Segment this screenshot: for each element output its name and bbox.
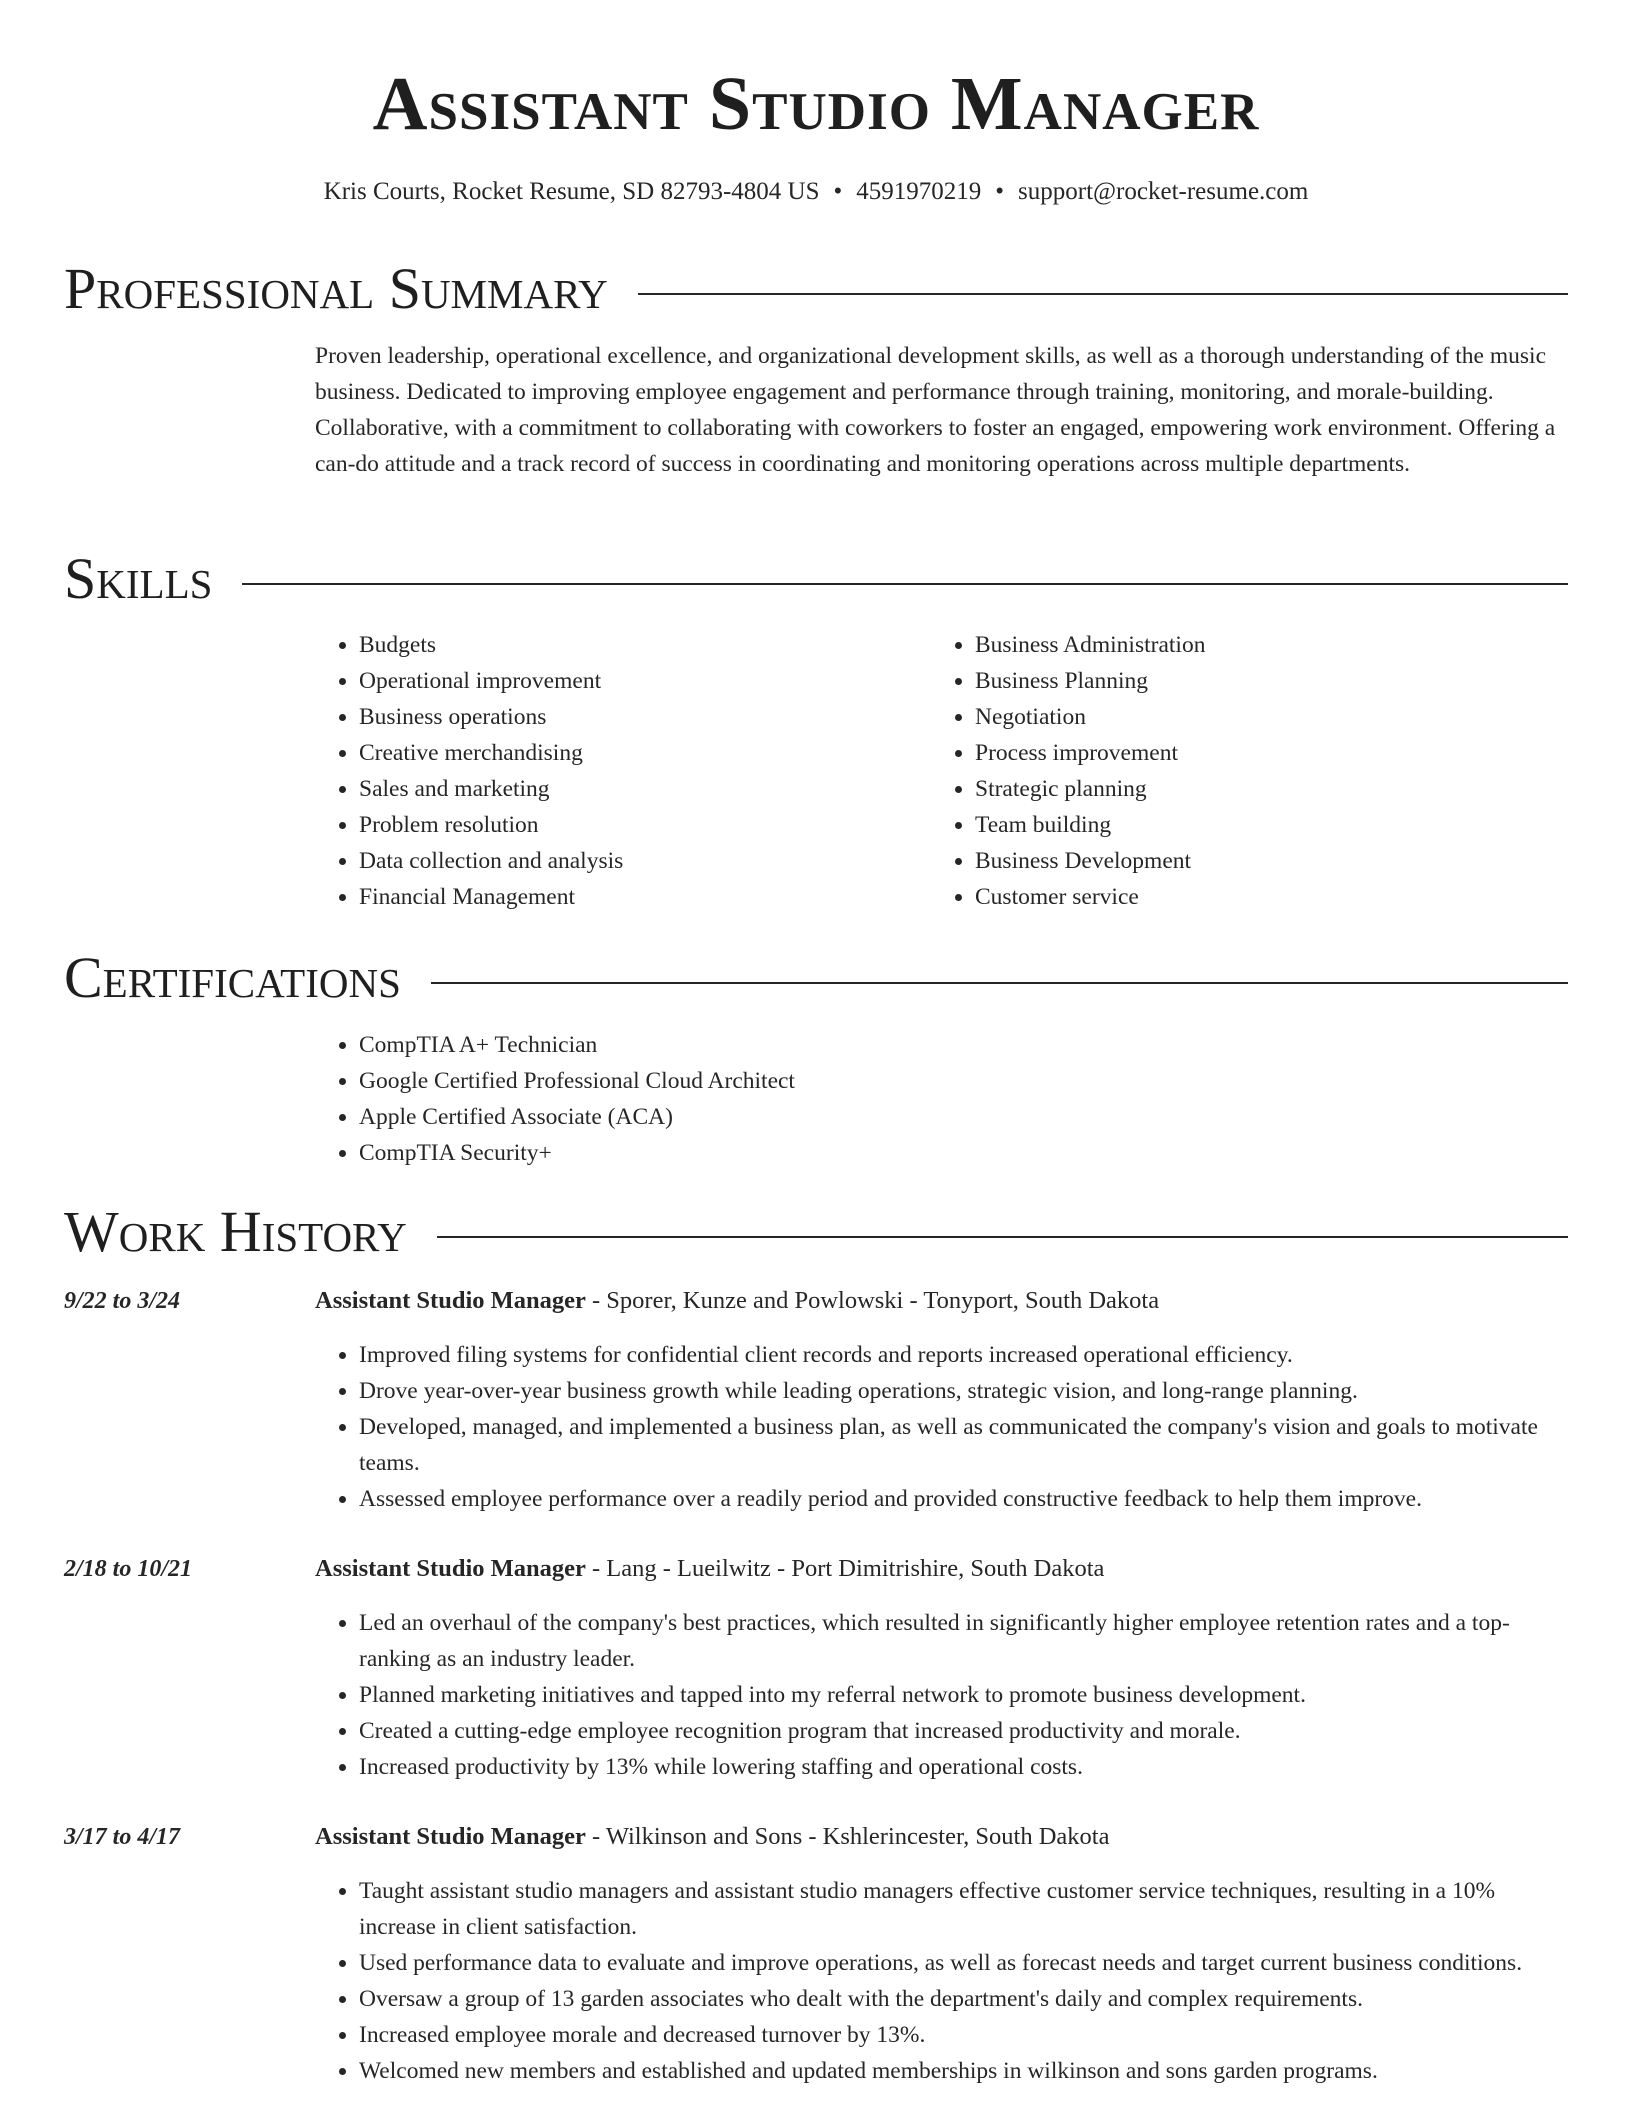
job-bullet: • Oversaw a group of 13 garden associates who dealt with the department's daily and complex requirements.: [359, 1981, 1568, 2017]
job-bullet: • Drove year-over-year business growth while leading operations, strategic vision, and long-range planning.: [359, 1373, 1568, 1409]
job-bullets: [315, 1337, 1568, 1517]
section-divider: [437, 1236, 1568, 1238]
contact-email[interactable]: support@rocket-resume.com: [1018, 178, 1309, 205]
skill-item: • Customer service: [975, 879, 1547, 915]
job-dates: 9/22 to 3/24: [64, 1288, 181, 1314]
job-dates: 3/17 to 4/17: [64, 1824, 181, 1850]
skill-item: • Team building: [975, 807, 1547, 843]
skill-item: • Strategic planning: [975, 771, 1547, 807]
contact-separator: •: [995, 178, 1005, 205]
work-history-heading: Work History: [64, 1199, 407, 1264]
job-employer: - Sporer, Kunze and Powlowski - Tonyport, South Dakota: [585, 1287, 1160, 1314]
job-bullet: • Created a cutting-edge employee recognition program that increased productivity and morale.: [359, 1713, 1568, 1749]
job-bullet: • Improved filing systems for confidential client records and reports increased operational efficiency.: [359, 1337, 1568, 1373]
skill-item: • Negotiation: [975, 699, 1547, 735]
skill-item: • Creative merchandising: [359, 735, 931, 771]
job-bullet: • Planned marketing initiatives and tapped into my referral network to promote business development.: [359, 1677, 1568, 1713]
certification-item: • Google Certified Professional Cloud Architect: [359, 1063, 1568, 1099]
certification-item: • CompTIA Security+: [359, 1135, 1568, 1171]
skills-list: [315, 627, 1568, 915]
job-title: Assistant Studio Manager: [315, 1823, 586, 1850]
skill-item: • Budgets: [359, 627, 931, 663]
job-employer: - Lang - Lueilwitz - Port Dimitrishire, South Dakota: [585, 1555, 1105, 1582]
job-bullets: [315, 1873, 1568, 2089]
job-bullet: • Increased productivity by 13% while lowering staffing and operational costs.: [359, 1749, 1568, 1785]
skill-item: • Business operations: [359, 699, 931, 735]
job-heading: [315, 1551, 1568, 1587]
job-bullets: [315, 1605, 1568, 1785]
section-divider: [242, 583, 1568, 585]
job-title: Assistant Studio Manager: [315, 1287, 586, 1314]
skills-column-right: [931, 627, 1547, 915]
job-heading: [315, 1283, 1568, 1319]
skills-heading: Skills: [64, 546, 213, 611]
skill-item: • Sales and marketing: [359, 771, 931, 807]
contact-address: Kris Courts, Rocket Resume, SD 82793-4804 US: [323, 178, 820, 205]
skill-item: • Business Administration: [975, 627, 1547, 663]
skill-item: • Data collection and analysis: [359, 843, 931, 879]
skill-item: • Problem resolution: [359, 807, 931, 843]
contact-phone[interactable]: 4591970219: [856, 178, 982, 205]
job-title: Assistant Studio Manager: [315, 1555, 586, 1582]
skills-column-left: [315, 627, 931, 915]
skill-item: • Business Planning: [975, 663, 1547, 699]
certification-item: • Apple Certified Associate (ACA): [359, 1099, 1568, 1135]
job-bullet: • Led an overhaul of the company's best practices, which resulted in significantly higher employee retention rates and a top-ranking as an industry leader.: [359, 1605, 1568, 1677]
certifications-section-header: [64, 943, 1568, 1013]
job-dates: 2/18 to 10/21: [64, 1556, 193, 1582]
job-bullet: • Welcomed new members and established and updated memberships in wilkinson and sons garden programs.: [359, 2053, 1568, 2089]
section-divider: [431, 982, 1568, 984]
skill-item: • Operational improvement: [359, 663, 931, 699]
skill-item: • Business Development: [975, 843, 1547, 879]
summary-heading: Professional Summary: [64, 256, 608, 321]
certification-item: • CompTIA A+ Technician: [359, 1027, 1568, 1063]
skill-item: • Process improvement: [975, 735, 1547, 771]
job-bullet: • Used performance data to evaluate and improve operations, as well as forecast needs and target current business conditions.: [359, 1945, 1568, 1981]
resume-title: Assistant Studio Manager: [372, 62, 1260, 146]
contact-line: [64, 172, 1568, 212]
job-heading: [315, 1819, 1568, 1855]
summary-section-header: [64, 254, 1568, 324]
job-bullet: • Taught assistant studio managers and assistant studio managers effective customer service techniques, resulting in a 10% increase in client satisfaction.: [359, 1873, 1568, 1945]
contact-separator: •: [833, 178, 843, 205]
job-employer: - Wilkinson and Sons - Kshlerincester, South Dakota: [585, 1823, 1110, 1850]
skills-section-header: [64, 544, 1568, 614]
work-history-section-header: [64, 1197, 1568, 1267]
certifications-list: [315, 1027, 1568, 1171]
summary-text: Proven leadership, operational excellence, and organizational development skills, as well as a thorough understanding of the music business. Dedicated to improving employee engagement and performance through training, monitoring, and morale-building. Collaborative, with a commitment to collaborating with coworkers to foster an engaged, empowering work environment. Offering a can-do attitude and a track record of success in coordinating and monitoring operations across multiple departments.: [315, 343, 1556, 477]
skill-item: • Financial Management: [359, 879, 931, 915]
job-bullet: • Assessed employee performance over a readily period and provided constructive feedback to help them improve.: [359, 1481, 1568, 1517]
job-bullet: • Developed, managed, and implemented a business plan, as well as communicated the company's vision and goals to motivate teams.: [359, 1409, 1568, 1481]
section-divider: [638, 293, 1568, 295]
certifications-heading: Certifications: [64, 945, 401, 1010]
job-bullet: • Increased employee morale and decreased turnover by 13%.: [359, 2017, 1568, 2053]
